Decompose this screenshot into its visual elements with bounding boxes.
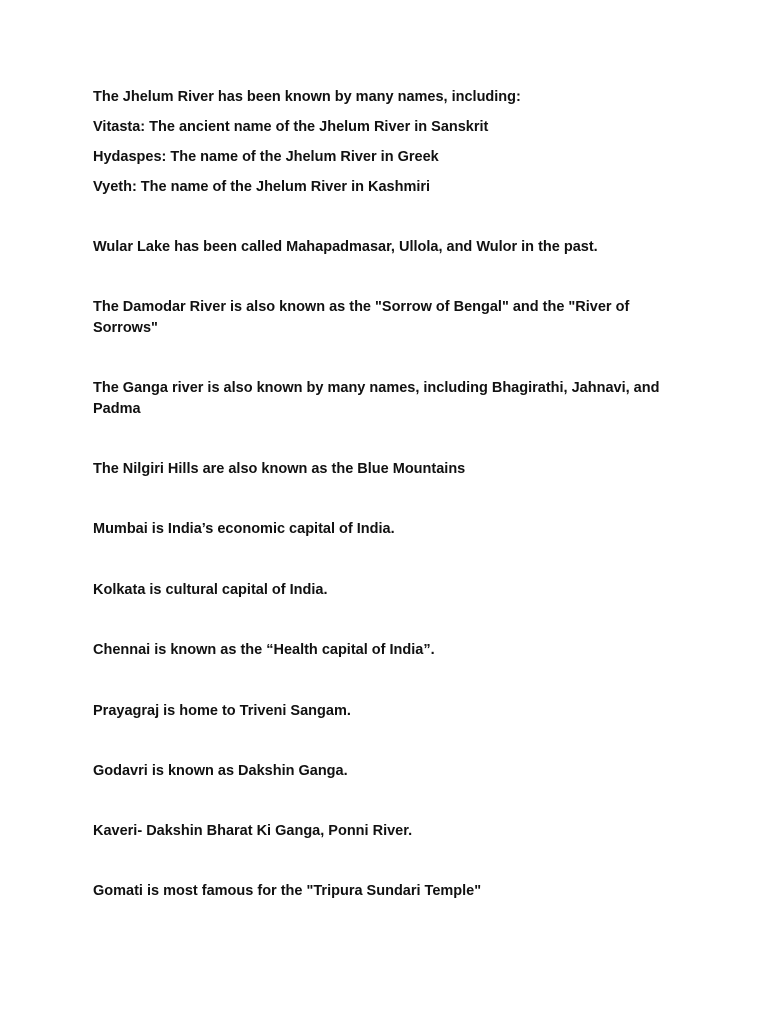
paragraph-jhelum-intro: The Jhelum River has been known by many names, including: [93,89,521,105]
paragraph-hydaspes: Hydaspes: The name of the Jhelum River in Greek [93,149,439,165]
paragraph-mumbai: Mumbai is India’s economic capital of India. [93,521,395,537]
paragraph-nilgiri-hills: The Nilgiri Hills are also known as the Blue Mountains [93,461,466,477]
paragraph-wular-lake: Wular Lake has been called Mahapadmasar, Ullola, and Wulor in the past. [93,239,598,255]
paragraph-vyeth: Vyeth: The name of the Jhelum River in Kashmiri [93,179,431,195]
paragraph-godavri: Godavri is known as Dakshin Ganga. [93,763,348,779]
paragraph-damodar-river: The Damodar River is also known as the "Sorrow of Bengal" and the "River of Sorrows" [93,299,630,336]
paragraph-vitasta: Vitasta: The ancient name of the Jhelum River in Sanskrit [93,119,489,135]
paragraph-ganga-river: The Ganga river is also known by many names, including Bhagirathi, Jahnavi, and Padma [93,380,660,417]
paragraph-prayagraj: Prayagraj is home to Triveni Sangam. [93,703,351,719]
paragraph-gomati: Gomati is most famous for the "Tripura Sundari Temple" [93,883,482,899]
paragraph-kaveri: Kaveri- Dakshin Bharat Ki Ganga, Ponni River. [93,823,413,839]
paragraph-kolkata: Kolkata is cultural capital of India. [93,582,328,598]
paragraph-chennai: Chennai is known as the “Health capital of India”. [93,642,435,658]
